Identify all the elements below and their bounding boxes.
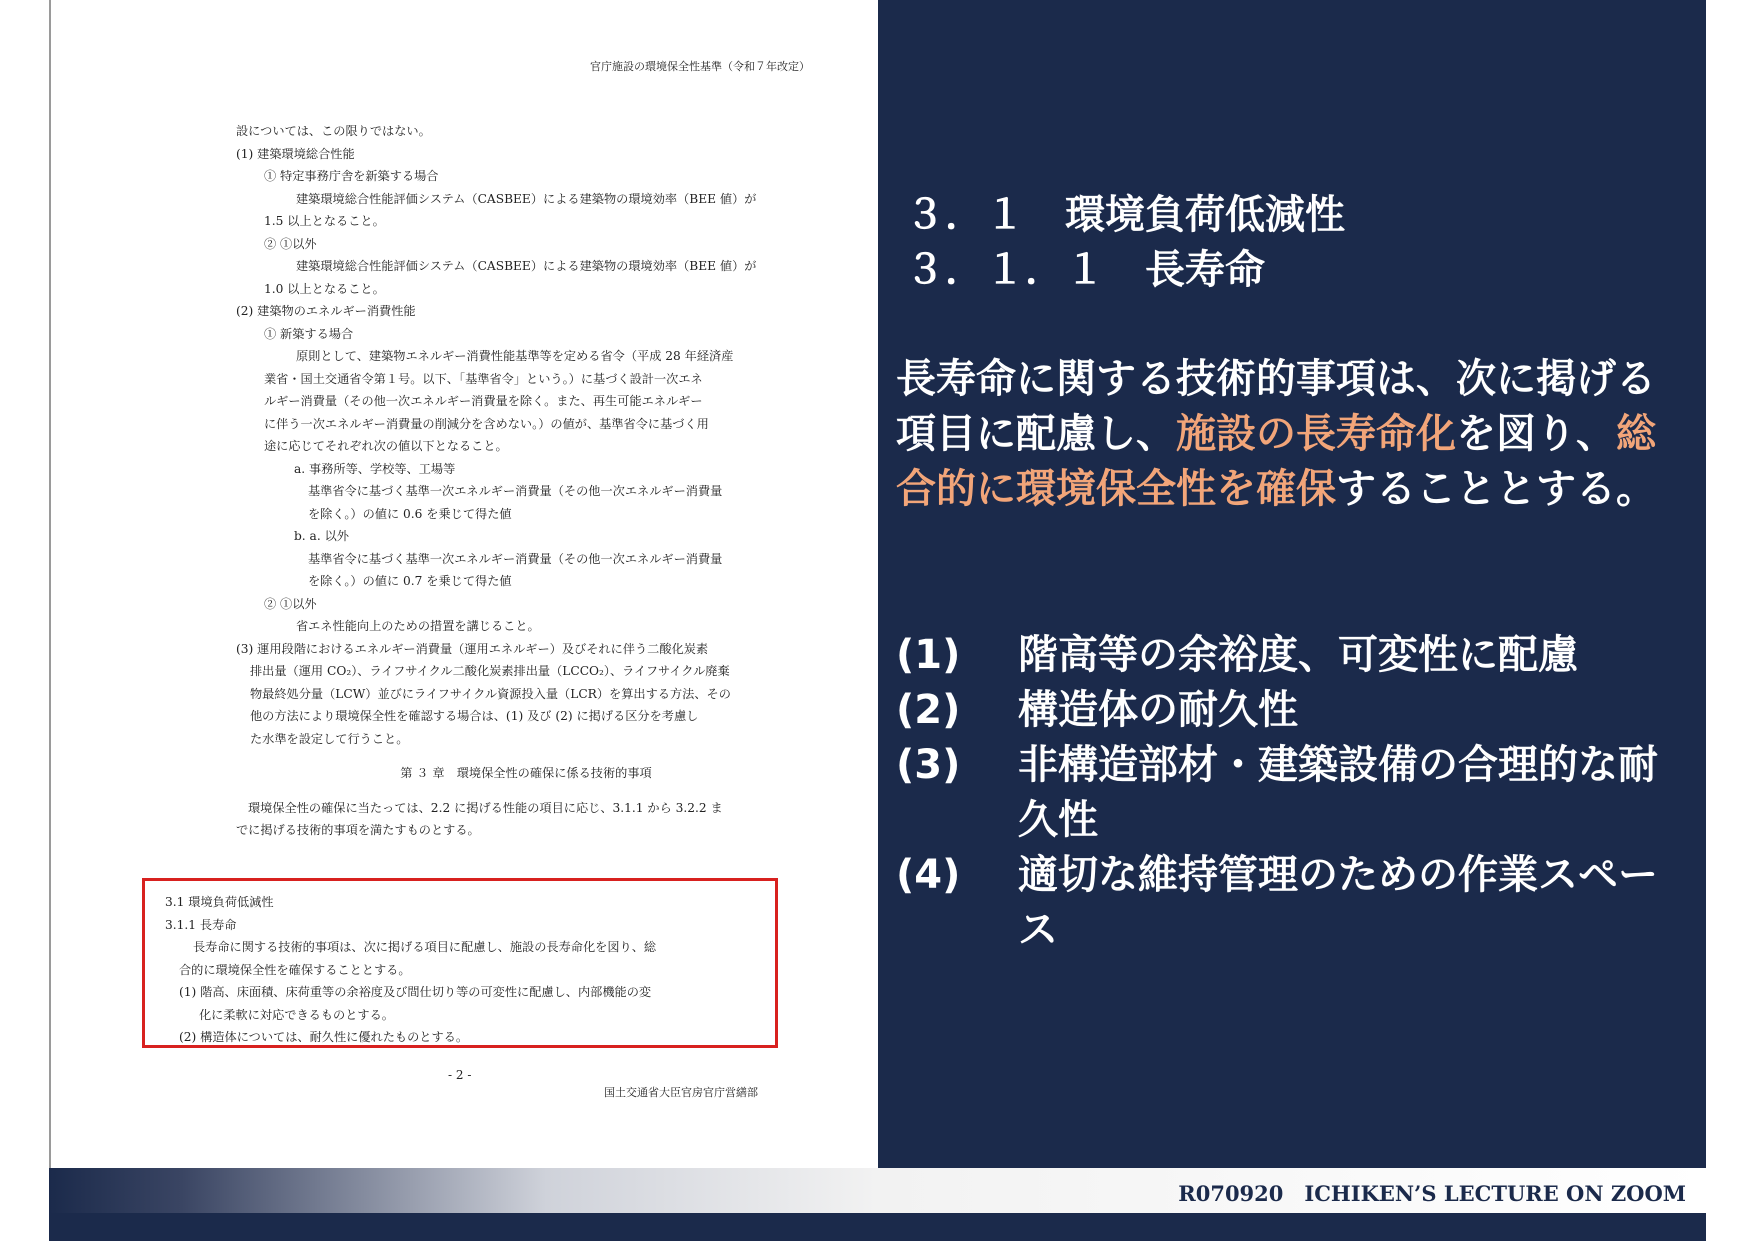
doc-line: 基準省令に基づく基準一次エネルギー消費量（その他一次エネルギー消費量 bbox=[308, 551, 723, 566]
item-number: (1) bbox=[896, 632, 961, 678]
doc-line: ルギー消費量（その他一次エネルギー消費量を除く。また、再生可能エネルギー bbox=[264, 394, 703, 408]
lead-paragraph bbox=[896, 352, 1686, 517]
boxed-line: (2) 構造体については、耐久性に優れたものとする。 bbox=[179, 1030, 469, 1044]
lead-text: を図り、 bbox=[1456, 411, 1616, 457]
boxed-line: 化に柔軟に対応できるものとする。 bbox=[199, 1007, 394, 1022]
highlight-box bbox=[142, 878, 778, 1048]
doc-intro-line: 環境保全性の確保に当たっては、2.2 に掲げる性能の項目に応じ、3.1.1 から 3.2.2 ま bbox=[248, 800, 723, 815]
document-body bbox=[236, 120, 816, 842]
page-edge-line bbox=[49, 0, 51, 1168]
doc-line: た水準を設定して行うこと。 bbox=[250, 731, 409, 746]
explanation-panel bbox=[878, 0, 1706, 1168]
lead-highlight: 施設の長寿命化 bbox=[1176, 411, 1456, 457]
doc-line: を除く。）の値に 0.6 を乗じて得た値 bbox=[308, 506, 512, 521]
doc-intro-line: でに掲げる技術的事項を満たすものとする。 bbox=[236, 823, 480, 837]
doc-line: に伴う一次エネルギー消費量の削減分を含めない。）の値が、基準省令に基づく用 bbox=[264, 416, 709, 431]
boxed-line: 長寿命に関する技術的事項は、次に掲げる項目に配慮し、施設の長寿命化を図り、総 bbox=[193, 940, 657, 954]
document-header: 官庁施設の環境保全性基準（令和７年改定） bbox=[590, 60, 810, 73]
lead-text: することとする。 bbox=[1336, 466, 1656, 512]
lead-text: 長寿命に関する技術的事項は、次に掲げる項目に配慮し、 bbox=[896, 356, 1656, 457]
doc-line: (1) 建築環境総合性能 bbox=[236, 146, 355, 161]
doc-line: 物最終処分量（LCW）並びにライフサイクル資源投入量（LCR）を算出する方法、その bbox=[250, 686, 731, 701]
document-footer: 国土交通省大臣官房官庁営繕部 bbox=[604, 1086, 758, 1099]
doc-line: 他の方法により環境保全性を確認する場合は、(1) 及び (2) に掲げる区分を考慮し bbox=[250, 709, 699, 723]
doc-line: ② ①以外 bbox=[264, 596, 317, 611]
doc-line: ① 新築する場合 bbox=[264, 326, 354, 341]
highlight-box-text bbox=[165, 891, 765, 1049]
doc-line: (2) 建築物のエネルギー消費性能 bbox=[236, 304, 416, 318]
right-margin bbox=[1706, 0, 1755, 1241]
doc-line: を除く。）の値に 0.7 を乗じて得た値 bbox=[308, 574, 512, 588]
section-heading: ３．１ 環境負荷低減性 bbox=[905, 192, 1345, 238]
subsection-heading: ３．１．１ 長寿命 bbox=[905, 247, 1265, 293]
footer-strip bbox=[49, 1168, 1706, 1213]
doc-line: b. a. 以外 bbox=[294, 529, 349, 543]
doc-line: 排出量（運用 CO₂）、ライフサイクル二酸化炭素排出量（LCCO₂）、ライフサイクル廃棄 bbox=[250, 664, 730, 678]
boxed-line: 3.1.1 長寿命 bbox=[165, 917, 237, 932]
doc-line: 建築環境総合性能評価システム（CASBEE）による建築物の環境効率（BEE 値）が bbox=[296, 191, 757, 206]
doc-line: 1.0 以上となること。 bbox=[264, 281, 385, 296]
doc-line: 建築環境総合性能評価システム（CASBEE）による建築物の環境効率（BEE 値）が bbox=[296, 259, 757, 273]
doc-line: 設については、この限りではない。 bbox=[236, 124, 431, 138]
doc-line: (3) 運用段階におけるエネルギー消費量（運用エネルギー）及びそれに伴う二酸化炭素 bbox=[236, 641, 709, 656]
boxed-line: (1) 階高、床面積、床荷重等の余裕度及び間仕切り等の可変性に配慮し、内部機能の変 bbox=[179, 985, 652, 999]
list-item bbox=[896, 628, 1686, 683]
list-item bbox=[896, 848, 1686, 958]
doc-line: ① 特定事務庁舎を新築する場合 bbox=[264, 169, 439, 183]
doc-line: ② ①以外 bbox=[264, 236, 317, 251]
item-number: (3) bbox=[896, 742, 961, 788]
section-headings bbox=[905, 188, 1345, 298]
item-text: 非構造部材・建築設備の合理的な耐久性 bbox=[1018, 742, 1658, 843]
item-text: 構造体の耐久性 bbox=[1018, 687, 1298, 733]
doc-line: 基準省令に基づく基準一次エネルギー消費量（その他一次エネルギー消費量 bbox=[308, 484, 723, 498]
doc-line: 原則として、建築物エネルギー消費性能基準等を定める省令（平成 28 年経済産 bbox=[296, 349, 734, 363]
page-number: - 2 - bbox=[448, 1068, 472, 1082]
doc-line: 1.5 以上となること。 bbox=[264, 214, 385, 228]
doc-line: 途に応じてそれぞれ次の値以下となること。 bbox=[264, 439, 508, 453]
boxed-line: 合的に環境保全性を確保することとする。 bbox=[179, 962, 411, 977]
item-number: (4) bbox=[896, 852, 961, 898]
document-page bbox=[53, 0, 878, 1168]
list-item bbox=[896, 738, 1686, 848]
item-text: 階高等の余裕度、可変性に配慮 bbox=[1018, 632, 1578, 678]
footer-caption: R070920 ICHIKEN’S LECTURE ON ZOOM bbox=[1178, 1181, 1686, 1206]
item-number: (2) bbox=[896, 687, 961, 733]
chapter-heading: 第 ３ 章 環境保全性の確保に係る技術的事項 bbox=[400, 766, 652, 780]
item-list bbox=[896, 628, 1686, 958]
item-text: 適切な維持管理のための作業スペース bbox=[1018, 852, 1658, 953]
list-item bbox=[896, 683, 1686, 738]
lead-highlight: 総合的に環境保全性を確保 bbox=[896, 411, 1656, 512]
doc-line: a. 事務所等、学校等、工場等 bbox=[294, 461, 456, 476]
doc-line: 省エネ性能向上のための措置を講じること。 bbox=[296, 619, 540, 633]
boxed-line: 3.1 環境負荷低減性 bbox=[165, 895, 274, 909]
doc-line: 業省・国土交通省令第１号。以下、「基準省令」という。）に基づく設計一次エネ bbox=[264, 371, 703, 386]
